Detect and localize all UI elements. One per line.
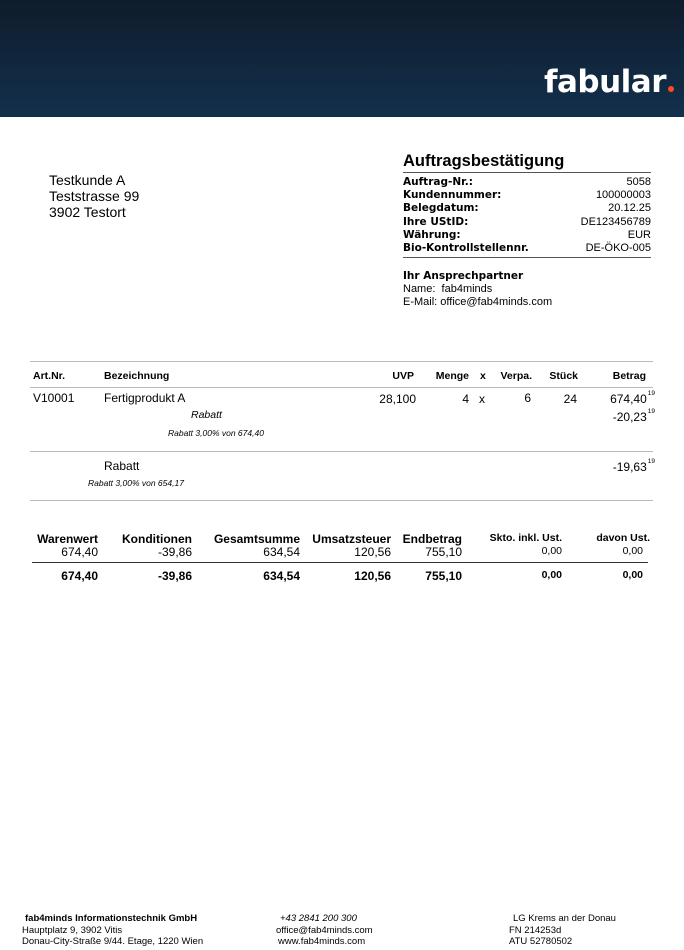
meta-row-vat-id: [403, 216, 651, 229]
vat-code: 19: [647, 408, 655, 415]
items-header-rule: [30, 387, 653, 388]
col-bezeichnung: Bezeichnung: [104, 370, 170, 382]
sum-head-davon-ust: davon Ust.: [596, 532, 650, 544]
col-betrag: Betrag: [612, 370, 646, 382]
meta-label: Währung:: [403, 228, 461, 241]
item-desc: Fertigprodukt A: [104, 391, 186, 405]
contact-name-value: fab4minds: [441, 283, 493, 295]
total-endbetrag: 755,10: [425, 569, 462, 583]
customer-street: Teststrasse 99: [49, 188, 140, 204]
meta-row-order-no: [403, 176, 651, 189]
footer-addr2: Donau-City-Straße 9/44. Etage, 1220 Wien: [22, 936, 204, 947]
customer-address: [49, 172, 139, 220]
col-uvp: UVP: [392, 370, 414, 382]
document-meta: [403, 172, 651, 258]
sum-gesamtsumme: 634,54: [263, 545, 300, 559]
total-umsatzsteuer: 120,56: [354, 569, 391, 583]
meta-value: EUR: [627, 228, 651, 241]
meta-label: Ihre UStID:: [403, 215, 469, 228]
meta-row-customer-no: [403, 189, 651, 202]
footer-atu: ATU 52780502: [509, 936, 573, 947]
footer-addr1: Hauptplatz 9, 3902 Vitis: [22, 924, 123, 936]
contact-name: [403, 283, 552, 296]
meta-label: Auftrag-Nr.:: [403, 176, 473, 188]
contact-heading: Ihr Ansprechpartner: [403, 270, 524, 282]
item-uvp: 28,100: [379, 392, 416, 406]
item-rabatt-value: -20,23: [612, 410, 647, 424]
total-warenwert: 674,40: [61, 569, 98, 583]
item-verpa: 6: [524, 391, 531, 405]
col-art-nr: Art.Nr.: [33, 370, 66, 382]
header-banner: [0, 0, 684, 117]
sum-konditionen: -39,86: [157, 545, 192, 559]
vat-code: 19: [647, 390, 655, 397]
footer-email: office@fab4minds.com: [276, 924, 373, 936]
meta-row-bio-control: [403, 242, 651, 255]
footer-company: fab4minds Informationstechnik GmbH: [25, 913, 198, 924]
total-gesamtsumme: 634,54: [263, 569, 300, 583]
item-rabatt-label: Rabatt: [191, 409, 222, 421]
contact-email-label: E-Mail:: [403, 296, 438, 308]
footer-legal-block: [509, 913, 616, 948]
items-bottom-rule: [30, 500, 653, 501]
sum-warenwert: 674,40: [61, 545, 98, 559]
total-konditionen: -39,86: [157, 569, 192, 583]
discount-desc: Rabatt: [104, 459, 140, 473]
footer-web: www.fab4minds.com: [278, 936, 366, 947]
discount-betrag: [580, 460, 655, 474]
meta-label: Bio-Kontrollstellennr.: [403, 241, 529, 254]
sum-davon-ust: 0,00: [622, 545, 643, 557]
document-title: Auftragsbestätigung: [403, 152, 565, 170]
footer-contact-block: [276, 913, 373, 948]
items-mid-rule: [30, 451, 653, 452]
sum-head-gesamtsumme: Gesamtsumme: [213, 532, 300, 546]
meta-row-date: [403, 202, 651, 215]
summary-rule: [32, 562, 648, 563]
items-top-rule: [30, 361, 653, 362]
meta-value: DE-ÖKO-005: [585, 241, 651, 254]
meta-value: 5058: [626, 176, 651, 188]
col-menge: Menge: [435, 370, 469, 382]
brand-logo: fabular: [544, 62, 674, 102]
col-stueck: Stück: [549, 370, 578, 382]
footer-fn: FN 214253d: [509, 924, 562, 936]
logo-dot: [668, 86, 674, 92]
discount-note: Rabatt 3,00% von 654,17: [88, 478, 184, 488]
contact-name-label: Name:: [403, 283, 436, 295]
contact-email-value: office@fab4minds.com: [440, 296, 553, 308]
col-x: x: [480, 370, 486, 382]
customer-name: Testkunde A: [49, 172, 126, 188]
footer-phone: +43 2841 200 300: [280, 913, 357, 924]
sum-head-warenwert: Warenwert: [37, 532, 98, 546]
customer-city: 3902 Testort: [49, 204, 126, 220]
item-art-nr: V10001: [33, 391, 75, 405]
meta-value: 100000003: [595, 189, 651, 202]
sum-head-skonto: Skto. inkl. Ust.: [489, 532, 562, 544]
footer-company-block: [22, 913, 203, 948]
sum-head-endbetrag: Endbetrag: [402, 532, 462, 546]
item-rabatt-note: Rabatt 3,00% von 674,40: [168, 428, 264, 438]
sum-head-umsatzsteuer: Umsatzsteuer: [312, 532, 391, 546]
item-x: x: [479, 392, 485, 406]
item-betrag: [580, 392, 655, 406]
contact-block: [403, 270, 552, 309]
total-davon-ust: 0,00: [622, 569, 643, 581]
contact-email: [403, 296, 552, 309]
discount-value: -19,63: [612, 460, 647, 474]
meta-label: Kundennummer:: [403, 189, 502, 202]
sum-endbetrag: 755,10: [425, 545, 462, 559]
meta-label: Belegdatum:: [403, 202, 479, 215]
item-rabatt-betrag: [580, 410, 655, 424]
vat-code: 19: [647, 458, 655, 465]
sum-head-konditionen: Konditionen: [122, 532, 192, 546]
total-skonto: 0,00: [541, 569, 562, 581]
meta-row-currency: [403, 229, 651, 242]
meta-value: 20.12.25: [608, 202, 651, 215]
sum-umsatzsteuer: 120,56: [354, 545, 391, 559]
item-menge: 4: [462, 392, 469, 406]
col-verpa: Verpa.: [500, 370, 532, 382]
item-betrag-value: 674,40: [610, 392, 647, 406]
sum-skonto: 0,00: [541, 545, 562, 557]
footer-court: LG Krems an der Donau: [513, 913, 616, 924]
meta-value: DE123456789: [580, 215, 651, 228]
item-stueck: 24: [563, 392, 577, 406]
